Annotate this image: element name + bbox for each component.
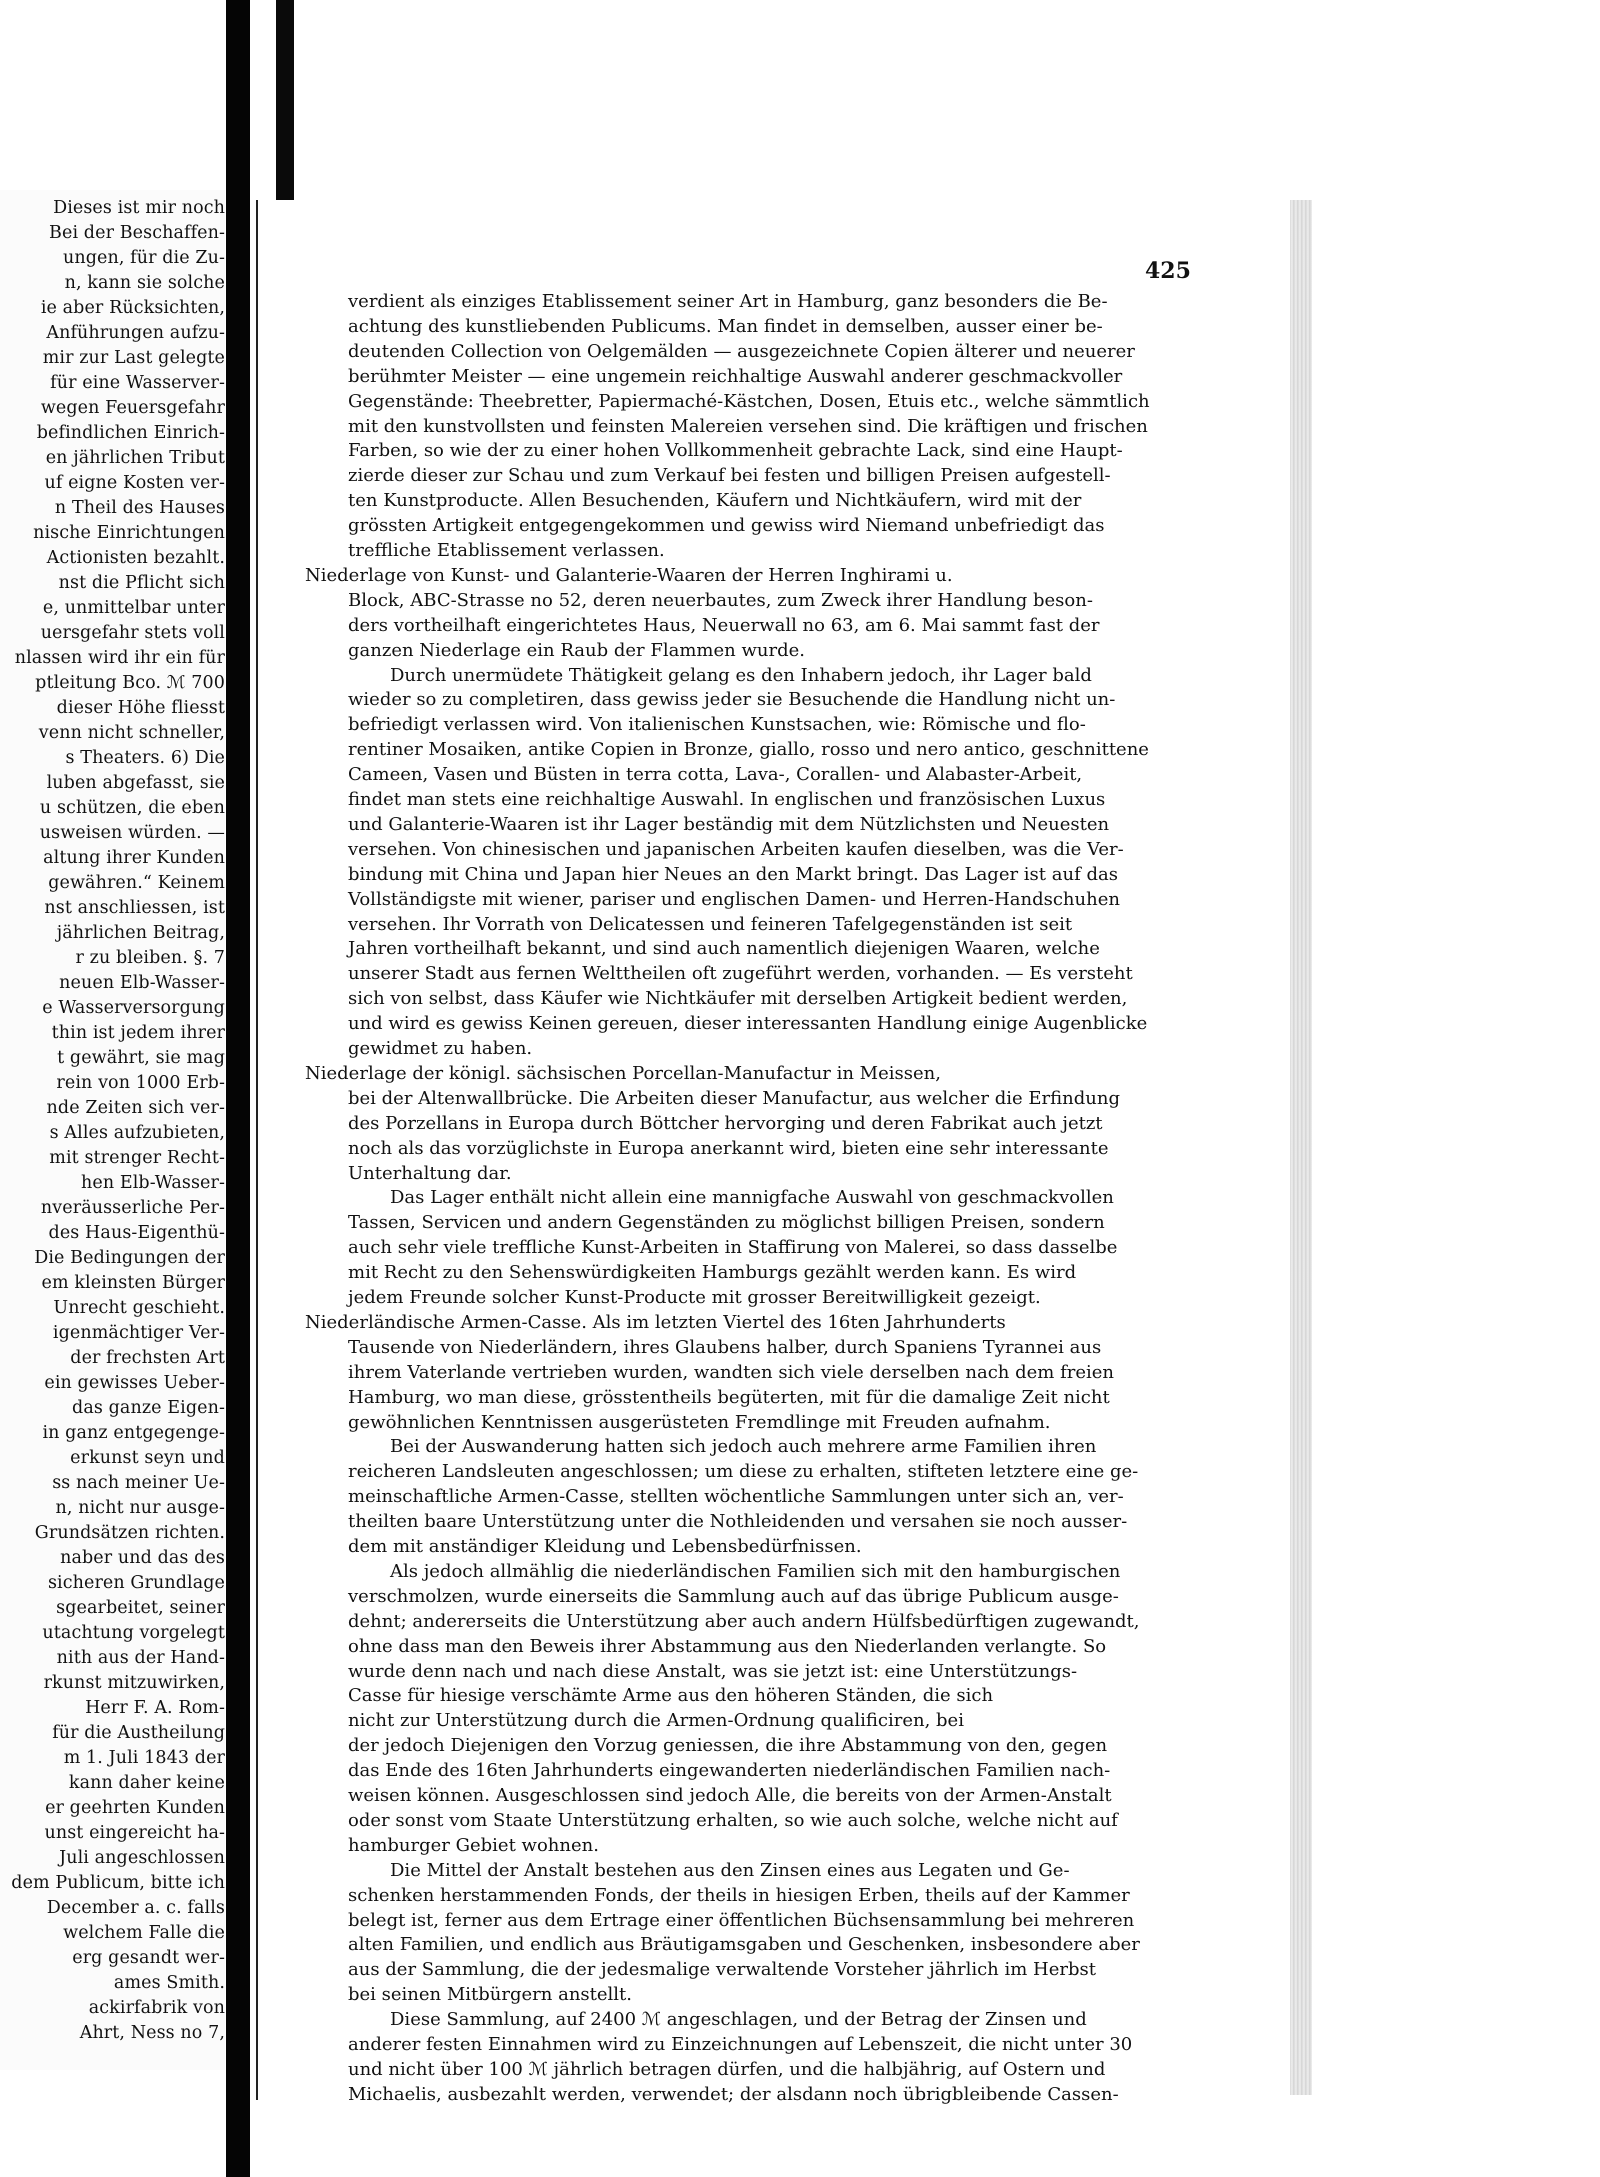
left-column-line: e, unmittelbar unter	[42, 598, 225, 618]
left-column-line: für die Austheilung	[52, 1723, 225, 1743]
left-column-line: der frechsten Art	[70, 1348, 225, 1368]
left-column-line: mit strenger Recht-	[49, 1148, 225, 1168]
section-heading-line: Niederlage der königl. sächsischen Porcellan-Manufactur in Meissen,	[305, 1063, 941, 1084]
text-line: belegt ist, ferner aus dem Ertrage einer öffentlichen Büchsensammlung bei mehreren	[348, 1910, 1135, 1931]
text-line: treffliche Etablissement verlassen.	[348, 540, 665, 561]
text-line: deutenden Collection von Oelgemälden — ausgezeichnete Copien älterer und neuerer	[348, 341, 1135, 362]
left-column-line: nst die Pflicht sich	[58, 573, 225, 593]
text-line: Block, ABC-Strasse no 52, deren neuerbautes, zum Zweck ihrer Handlung beson-	[348, 590, 1093, 611]
left-column-line: December a. c. falls	[46, 1898, 225, 1918]
left-column-line: uf eigne Kosten ver-	[44, 473, 225, 493]
text-line: Michaelis, ausbezahlt werden, verwendet; der alsdann noch übrigbleibende Cassen-	[348, 2084, 1119, 2105]
text-line: hamburger Gebiet wohnen.	[348, 1835, 599, 1856]
text-line: Casse für hiesige verschämte Arme aus den höheren Ständen, die sich	[348, 1685, 994, 1706]
text-line: Das Lager enthält nicht allein eine mannigfache Auswahl von geschmackvollen	[390, 1187, 1114, 1208]
left-column-line: er geehrten Kunden	[45, 1798, 225, 1818]
text-line: Farben, so wie der zu einer hohen Vollkommenheit gebrachte Lack, sind eine Haupt-	[348, 440, 1123, 461]
text-line: achtung des kunstliebenden Publicums. Man findet in demselben, ausser einer be-	[348, 316, 1103, 337]
text-line: auch sehr viele treffliche Kunst-Arbeiten in Staffirung von Malerei, so dass dasselbe	[348, 1237, 1118, 1258]
left-column-line: ein gewisses Ueber-	[44, 1373, 225, 1393]
text-line: weisen können. Ausgeschlossen sind jedoch Alle, die bereits von der Armen-Anstalt	[348, 1785, 1112, 1806]
left-column-line: n, nicht nur ausge-	[55, 1498, 225, 1518]
text-line: bei der Altenwallbrücke. Die Arbeiten dieser Manufactur, aus welcher die Erfindung	[348, 1088, 1120, 1109]
text-line: zierde dieser zur Schau und zum Verkauf bei festen und billigen Preisen aufgestell-	[348, 465, 1111, 486]
text-line: Cameen, Vasen und Büsten in terra cotta, Lava-, Corallen- und Alabaster-Arbeit,	[348, 764, 1083, 785]
left-column-line: des Haus-Eigenthü-	[48, 1223, 225, 1243]
left-column-line: ackirfabrik von	[88, 1998, 225, 2018]
text-line: Vollständigste mit wiener, pariser und englischen Damen- und Herren-Handschuhen	[348, 889, 1120, 910]
text-line: ganzen Niederlage ein Raub der Flammen wurde.	[348, 640, 805, 661]
text-line: berühmter Meister — eine ungemein reichhaltige Auswahl anderer geschmackvoller	[348, 366, 1123, 387]
text-line: das Ende des 16ten Jahrhunderts eingewanderten niederländischen Familien nach-	[348, 1760, 1111, 1781]
text-line: findet man stets eine reichhaltige Auswahl. In englischen und französischen Luxus	[348, 789, 1106, 810]
text-line: versehen. Ihr Vorrath von Delicatessen und feineren Tafelgegenständen ist seit	[348, 914, 1073, 935]
left-column-line: nveräusserliche Per-	[40, 1198, 225, 1218]
text-line: gewöhnlichen Kenntnissen ausgerüsteten Fremdlinge mit Freuden aufnahm.	[348, 1412, 1051, 1433]
text-line: anderer festen Einnahmen wird zu Einzeichnungen auf Lebenszeit, die nicht unter 30	[348, 2034, 1133, 2055]
left-column-line: nde Zeiten sich ver-	[46, 1098, 225, 1118]
left-column-line: nst anschliessen, ist	[44, 898, 225, 918]
text-line: und wird es gewiss Keinen gereuen, dieser interessanten Handlung einige Augenblicke	[348, 1013, 1148, 1034]
text-line: alten Familien, und endlich aus Bräutigamsgaben und Geschenken, insbesondere aber	[348, 1934, 1140, 1955]
left-column-line: befindlichen Einrich-	[36, 423, 225, 443]
left-column-line: Juli angeschlossen	[59, 1848, 225, 1868]
text-line: Diese Sammlung, auf 2400 ℳ angeschlagen, und der Betrag der Zinsen und	[390, 2009, 1087, 2030]
left-column-line: naber und das des	[60, 1548, 225, 1568]
left-column-line: dem Publicum, bitte ich	[11, 1873, 225, 1893]
left-column-line: nlassen wird ihr ein für	[14, 648, 225, 668]
left-column-line: en jährlichen Tribut	[45, 448, 225, 468]
left-column-line: ungen, für die Zu-	[62, 248, 225, 268]
left-column-line: utachtung vorgelegt	[42, 1623, 225, 1643]
page-number: 425	[1145, 258, 1191, 284]
left-column-line: m 1. Juli 1843 der	[63, 1748, 225, 1768]
left-column-line: igenmächtiger Ver-	[52, 1323, 225, 1343]
left-column-line: dieser Höhe fliesst	[56, 698, 225, 718]
left-column-line: s Alles aufzubieten,	[49, 1123, 225, 1143]
left-column-line: rein von 1000 Erb-	[56, 1073, 225, 1093]
text-line: dem mit anständiger Kleidung und Lebensbedürfnissen.	[348, 1536, 862, 1557]
left-column-line: Grundsätzen richten.	[34, 1523, 225, 1543]
left-column-line: altung ihrer Kunden	[43, 848, 225, 868]
text-line: Als jedoch allmählig die niederländischen Familien sich mit den hamburgischen	[390, 1561, 1121, 1582]
text-line: rentiner Mosaiken, antike Copien in Bronze, giallo, rosso und nero antico, geschnittene	[348, 739, 1149, 760]
left-column-line: ss nach meiner Ue-	[52, 1473, 225, 1493]
text-line: Tausende von Niederländern, ihres Glaubens halber, durch Spaniens Tyrannei aus	[348, 1337, 1102, 1358]
text-line: des Porzellans in Europa durch Böttcher hervorging und deren Fabrikat auch jetzt	[348, 1113, 1103, 1134]
left-column-line: nith aus der Hand-	[56, 1648, 225, 1668]
text-line: verdient als einziges Etablissement seiner Art in Hamburg, ganz besonders die Be-	[348, 291, 1108, 312]
text-line: nicht zur Unterstützung durch die Armen-Ordnung qualificiren, bei	[348, 1710, 964, 1731]
left-page	[0, 190, 225, 2070]
text-line: Tassen, Servicen und andern Gegenständen zu möglichst billigen Preisen, sondern	[348, 1212, 1105, 1233]
text-line: versehen. Von chinesischen und japanischen Arbeiten kaufen dieselben, was die Ver-	[348, 839, 1124, 860]
text-line: der jedoch Diejenigen den Vorzug geniessen, die ihre Abstammung von den, gegen	[348, 1735, 1108, 1756]
left-column-line: usweisen würden. —	[39, 823, 225, 843]
left-column-line: in ganz entgegenge-	[42, 1423, 225, 1443]
left-column-line: r zu bleiben. §. 7	[75, 948, 225, 968]
left-column-line: ames Smith.	[113, 1973, 225, 1993]
text-line: Gegenstände: Theebretter, Papiermaché-Kästchen, Dosen, Etuis etc., welche sämmtlich	[348, 391, 1150, 412]
left-column-line: t gewährt, sie mag	[57, 1048, 225, 1068]
text-line: mit den kunstvollsten und feinsten Malereien versehen sind. Die kräftigen und frischen	[348, 416, 1148, 437]
page-edge	[1290, 200, 1312, 2095]
text-line: theilten baare Unterstützung unter die Nothleidenden und versahen sie noch ausser-	[348, 1511, 1128, 1532]
left-column-line: ie aber Rücksichten,	[40, 298, 225, 318]
section-heading-line: Niederländische Armen-Casse. Als im letzten Viertel des 16ten Jahrhunderts	[305, 1312, 1006, 1333]
text-line: Hamburg, wo man diese, grösstentheils begüterten, mit für die damalige Zeit nicht	[348, 1387, 1110, 1408]
text-line: ten Kunstproducte. Allen Besuchenden, Käufern und Nichtkäufern, wird mit der	[348, 490, 1082, 511]
left-column-line: Dieses ist mir noch	[53, 198, 225, 218]
text-line: aus der Sammlung, die der jedesmalige verwaltende Vorsteher jährlich im Herbst	[348, 1959, 1096, 1980]
left-column-line: venn nicht schneller,	[38, 723, 225, 743]
text-line: und nicht über 100 ℳ jährlich betragen dürfen, und die halbjährig, auf Ostern und	[348, 2059, 1106, 2080]
left-column-line: n, kann sie solche	[64, 273, 225, 293]
left-column-line: Die Bedingungen der	[34, 1248, 225, 1268]
text-line: noch als das vorzüglichste in Europa anerkannt wird, bieten eine sehr interessante	[348, 1138, 1109, 1159]
text-line: meinschaftliche Armen-Casse, stellten wöchentliche Sammlungen unter sich an, ver-	[348, 1486, 1124, 1507]
text-line: jedem Freunde solcher Kunst-Producte mit grosser Bereitwilligkeit gezeigt.	[348, 1287, 1041, 1308]
text-line: Die Mittel der Anstalt bestehen aus den Zinsen eines aus Legaten und Ge-	[390, 1860, 1070, 1881]
left-column-line: sgearbeitet, seiner	[56, 1598, 225, 1618]
left-column-line: n Theil des Hauses	[54, 498, 225, 518]
text-line: Durch unermüdete Thätigkeit gelang es den Inhabern jedoch, ihr Lager bald	[390, 665, 1092, 686]
left-column-line: Anführungen aufzu-	[46, 323, 225, 343]
left-column-line: erkunst seyn und	[70, 1448, 225, 1468]
text-line: mit Recht zu den Sehenswürdigkeiten Hamburgs gezählt werden kann. Es wird	[348, 1262, 1077, 1283]
text-line: verschmolzen, wurde einerseits die Sammlung auch auf das übrige Publicum ausge-	[348, 1586, 1119, 1607]
text-line: schenken herstammenden Fonds, der theils in hiesigen Erben, theils auf der Kammer	[348, 1885, 1130, 1906]
text-line: ihrem Vaterlande vertrieben wurden, wandten sich viele derselben nach dem freien	[348, 1362, 1114, 1383]
left-column-line: Herr F. A. Rom-	[85, 1698, 225, 1718]
left-column-line: kann daher keine	[68, 1773, 225, 1793]
text-line: dehnt; andererseits die Unterstützung aber auch andern Hülfsbedürftigen zugewandt,	[348, 1611, 1140, 1632]
left-column-line: mir zur Last gelegte	[42, 348, 225, 368]
left-column-line: erg gesandt wer-	[72, 1948, 225, 1968]
left-column-line: neuen Elb-Wasser-	[59, 973, 225, 993]
text-line: Jahren vortheilhaft bekannt, und sind auch namentlich diejenigen Waaren, welche	[348, 938, 1100, 959]
bookmark-ribbon	[276, 0, 294, 225]
left-column-line: sicheren Grundlage	[47, 1573, 225, 1593]
left-column-line: unst eingereicht ha-	[44, 1823, 225, 1843]
left-column-line: nische Einrichtungen	[33, 523, 225, 543]
text-line: ders vortheilhaft eingerichtetes Haus, Neuerwall no 63, am 6. Mai sammt fast der	[348, 615, 1100, 636]
left-column-line: das ganze Eigen-	[72, 1398, 225, 1418]
left-column-line: Actionisten bezahlt.	[46, 548, 225, 568]
left-column-line: wegen Feuersgefahr	[40, 398, 225, 418]
text-line: bindung mit China und Japan hier Neues an den Markt bringt. Das Lager ist auf das	[348, 864, 1118, 885]
text-line: unserer Stadt aus fernen Welttheilen oft zugeführt werden, vorhanden. — Es versteht	[348, 963, 1133, 984]
text-line: reicheren Landsleuten angeschlossen; um diese zu erhalten, stifteten letztere eine ge-	[348, 1461, 1139, 1482]
text-line: sich von selbst, dass Käufer wie Nichtkäufer mit derselben Artigkeit bedient werden,	[348, 988, 1128, 1009]
section-heading-line: Niederlage von Kunst- und Galanterie-Waaren der Herren Inghirami u.	[305, 565, 953, 586]
left-column-line: u schützen, die eben	[39, 798, 225, 818]
text-line: Unterhaltung dar.	[348, 1163, 512, 1184]
left-column-line: rkunst mitzuwirken,	[43, 1673, 225, 1693]
left-column-line: thin ist jedem ihrer	[51, 1023, 225, 1043]
left-column-line: Unrecht geschieht.	[53, 1298, 225, 1318]
left-column-line: gewähren.“ Keinem	[48, 873, 225, 893]
left-column-line: s Theaters. 6) Die	[65, 748, 225, 768]
left-column-line: em kleinsten Bürger	[41, 1273, 225, 1293]
left-column-line: jährlichen Beitrag,	[56, 923, 225, 943]
text-line: befriedigt verlassen wird. Von italienischen Kunstsachen, wie: Römische und flo-	[348, 714, 1086, 735]
text-line: gewidmet zu haben.	[348, 1038, 533, 1059]
left-column-line: e Wasserversorgung	[42, 998, 225, 1018]
left-column-line: welchem Falle die	[63, 1923, 225, 1943]
left-column-line: für eine Wasserver-	[50, 373, 225, 393]
text-line: und Galanterie-Waaren ist ihr Lager beständig mit dem Nützlichsten und Neuesten	[348, 814, 1110, 835]
left-column-line: ptleitung Bco. ℳ 700	[35, 673, 225, 693]
text-line: Bei der Auswanderung hatten sich jedoch auch mehrere arme Familien ihren	[390, 1436, 1097, 1457]
left-column-line: hen Elb-Wasser-	[81, 1173, 225, 1193]
left-column-line: Ahrt, Ness no 7,	[79, 2023, 225, 2043]
left-column-line: luben abgefasst, sie	[46, 773, 225, 793]
left-column-line: Bei der Beschaffen-	[49, 223, 225, 243]
text-line: wieder so zu completiren, dass gewiss jeder sie Besuchende die Handlung nicht un-	[348, 689, 1116, 710]
text-line: ohne dass man den Beweis ihrer Abstammung aus den Niederlanden verlangte. So	[348, 1636, 1107, 1657]
text-line: grössten Artigkeit entgegengekommen und gewiss wird Niemand unbefriedigt das	[348, 515, 1105, 536]
text-line: bei seinen Mitbürgern anstellt.	[348, 1984, 633, 2005]
book-spine-shadow	[226, 0, 250, 2177]
text-line: oder sonst vom Staate Unterstützung erhalten, so wie auch solche, welche nicht auf	[348, 1810, 1118, 1831]
text-line: wurde denn nach und nach diese Anstalt, was sie jetzt ist: eine Unterstützungs-	[348, 1661, 1078, 1682]
left-column-line: uersgefahr stets voll	[40, 623, 225, 643]
